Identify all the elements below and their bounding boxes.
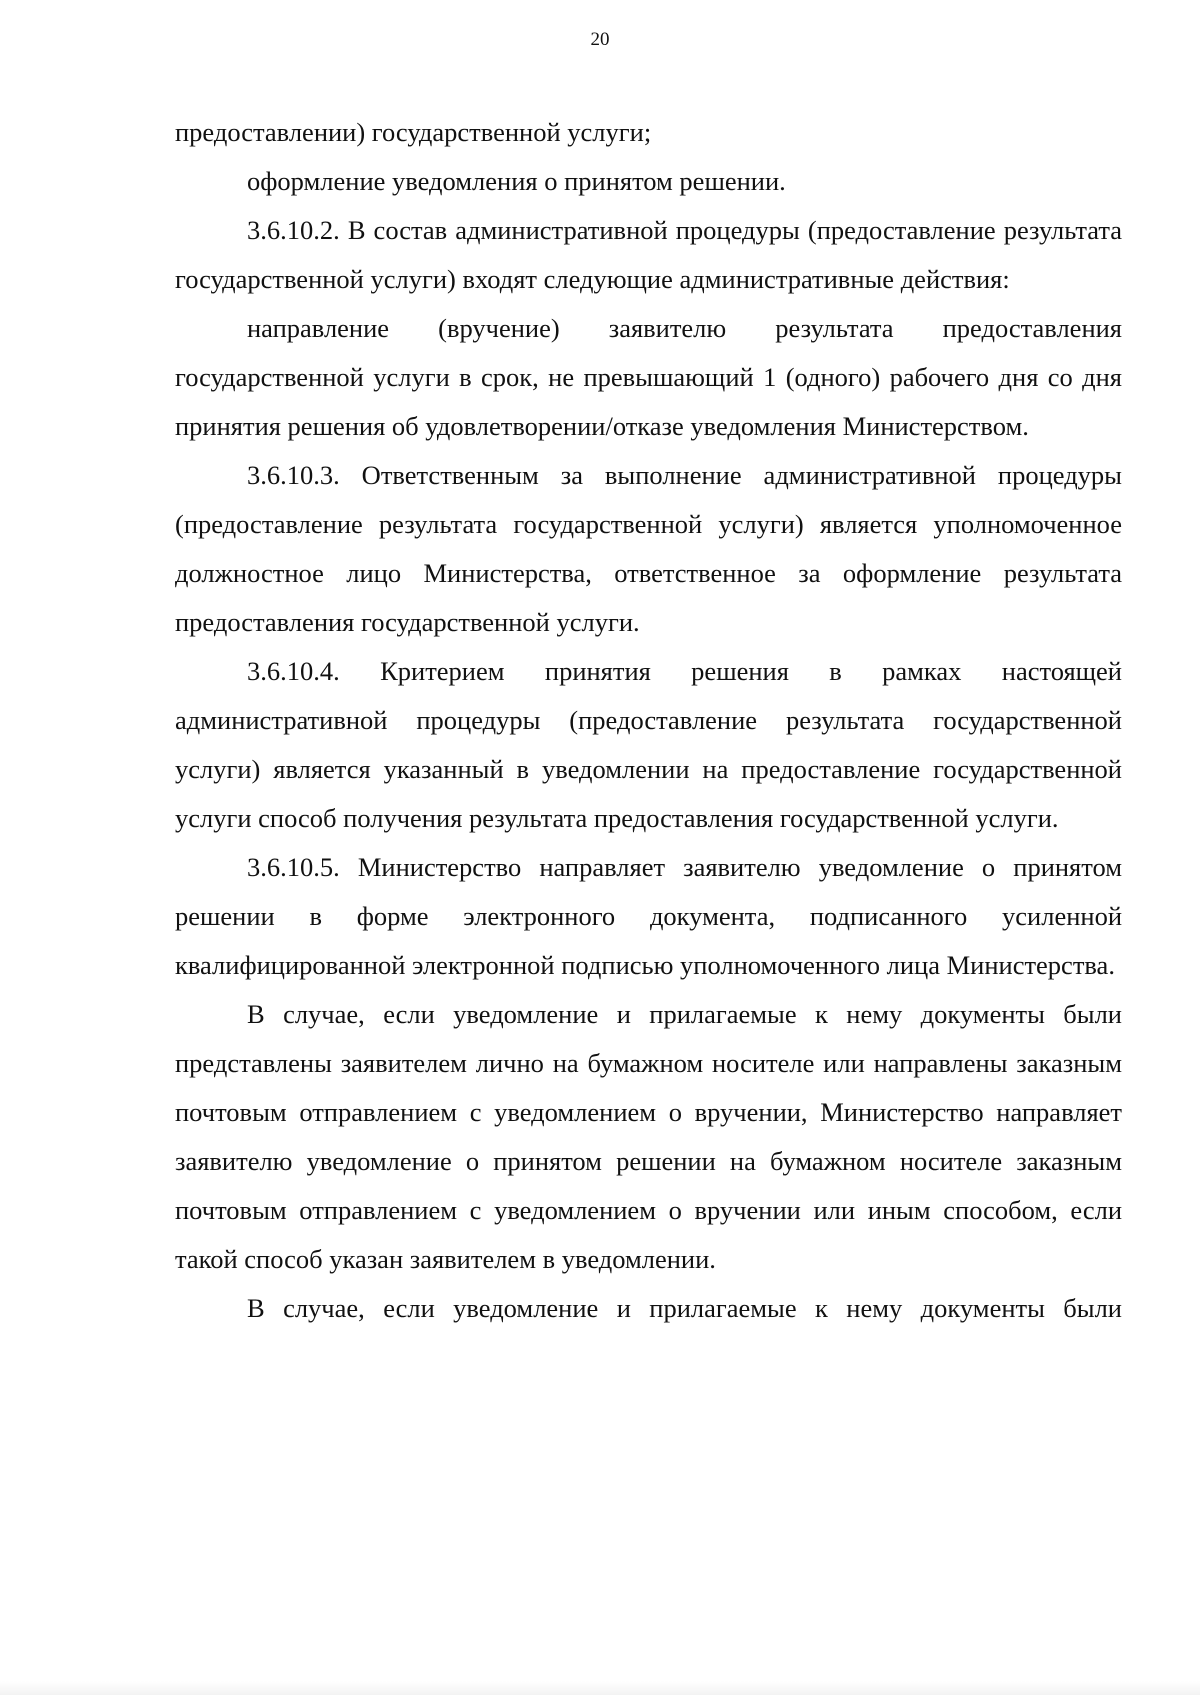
paragraph-2: оформление уведомления о принятом решении.	[247, 166, 786, 196]
paragraph-3-6-10-5: 3.6.10.5. Министерство направляет заявителю уведомление о принятом решении в форме электронного документа, подписанного усиленной квалифицированной электронной подписью уполномоченного лица Министерства.	[175, 852, 1122, 980]
document-body	[175, 108, 1122, 1333]
paragraph-3-6-10-2: 3.6.10.2. В состав административной процедуры (предоставление результата государственной услуги) входят следующие административные действия:	[175, 215, 1122, 294]
paragraph-3-6-10-3: 3.6.10.3. Ответственным за выполнение административной процедуры (предоставление результата государственной услуги) является уполномоченное должностное лицо Министерства, ответственное за оформление результата предоставления государственной услуги.	[175, 460, 1122, 637]
paragraph-3-6-10-4: 3.6.10.4. Критерием принятия решения в рамках настоящей административной процедуры (предоставление результата государственной услуги) является указанный в уведомлении на предоставление государственной услуги способ получения результата предоставления государственной услуги.	[175, 656, 1122, 833]
paragraph-4: направление (вручение) заявителю результата предоставления государственной услуги в срок, не превышающий 1 (одного) рабочего дня со дня принятия решения об удовлетворении/отказе уведомления Министерством.	[175, 313, 1122, 441]
paragraph-8: В случае, если уведомление и прилагаемые к нему документы были представлены заявителем лично на бумажном носителе или направлены заказным почтовым отправлением с уведомлением о вручении, Министерство направляет заявителю уведомление о принятом решении на бумажном носителе заказным почтовым отправлением с уведомлением о вручении или иным способом, если такой способ указан заявителем в уведомлении.	[175, 999, 1122, 1274]
page-number: 20	[590, 29, 610, 50]
paragraph-1: предоставлении) государственной услуги;	[175, 117, 652, 147]
paragraph-9: В случае, если уведомление и прилагаемые к нему документы были	[247, 1293, 1122, 1323]
scan-edge	[0, 1681, 1200, 1695]
